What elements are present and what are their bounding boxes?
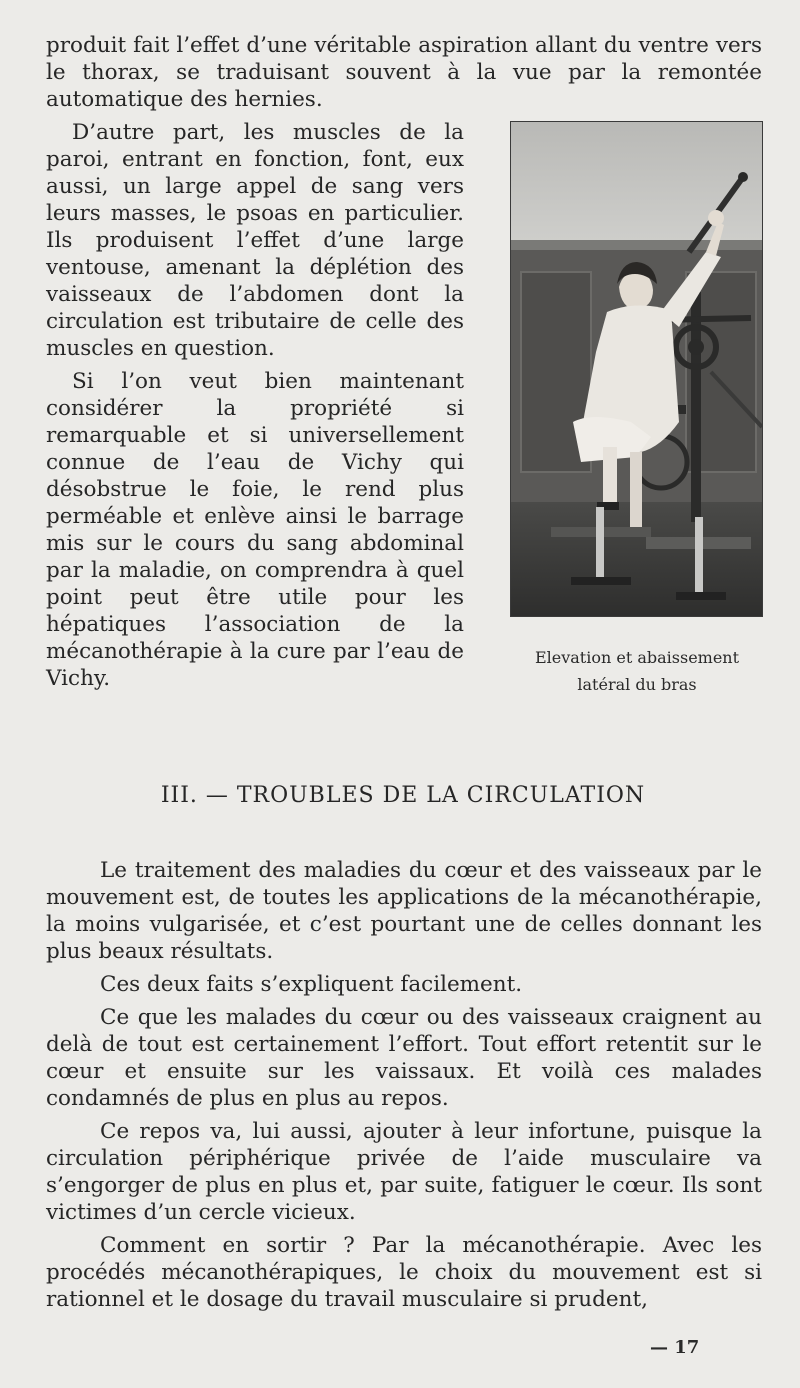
top-paragraph: produit fait l’effet d’une véritable aspiration allant du ventre vers le thorax, se traduisant souvent à la vue par la remontée automatique des hernies. — [46, 33, 762, 112]
top-paragraph-block — [46, 32, 762, 113]
left-paragraph-2: Si l’on veut bien maintenant considérer la propriété si remarquable et si universellement connue de l’eau de Vichy qui désobstrue le foie, le rend plus perméable et enlève ainsi le barrage mis sur le cours du sang abdominal par la maladie, on comprendra à quel point peut être utile pour les hépatiques l’association de la mécanothérapie à la cure par l’eau de Vichy. — [46, 369, 464, 691]
section-paragraph-3: Ce que les malades du cœur ou des vaisseaux craignent au delà de tout est certainement l’effort. Tout effort retentit sur le cœur et ensuite sur les vaissaux. Et voilà ces malades condamnés de plus en plus au repos. — [46, 1005, 762, 1111]
section-body — [46, 857, 762, 1319]
photo-illustration — [511, 122, 762, 616]
figure-caption — [492, 644, 782, 698]
page-number: — 17 — [650, 1337, 700, 1358]
section-paragraph-1: Le traitement des maladies du cœur et des vaisseaux par le mouvement est, de toutes les applications de la mécanothérapie, la moins vulgarisée, et c’est pourtant une de celles donnant les plus beaux résultats. — [46, 858, 762, 964]
section-paragraph-2: Ces deux faits s’expliquent facilement. — [100, 972, 523, 997]
caption-line-2: latéral du bras — [577, 675, 697, 694]
left-paragraph-1: D’autre part, les muscles de la paroi, entrant en fonction, font, eux aussi, un large appel de sang vers leurs masses, le psoas en particulier. Ils produisent l’effet d’une large ventouse, amenant la déplétion des vaisseaux de l’abdomen dont la circulation est tributaire de celle des muscles en question. — [46, 120, 464, 361]
caption-line-1: Elevation et abaissement — [534, 648, 740, 667]
left-column — [46, 119, 464, 698]
mechanotherapy-photo — [510, 121, 763, 617]
section-paragraph-5: Comment en sortir ? Par la mécanothérapie. Avec les procédés mécanothérapiques, le choix du mouvement est si rationnel et le dosage du travail musculaire si prudent, — [46, 1233, 762, 1312]
section-paragraph-4: Ce repos va, lui aussi, ajouter à leur infortune, puisque la circulation périphérique privée de l’aide musculaire va s’engorger de plus en plus et, par suite, fatiguer le cœur. Ils sont victimes d’un cercle vicieux. — [46, 1119, 762, 1225]
section-heading: III. — TROUBLES DE LA CIRCULATION — [160, 783, 646, 808]
